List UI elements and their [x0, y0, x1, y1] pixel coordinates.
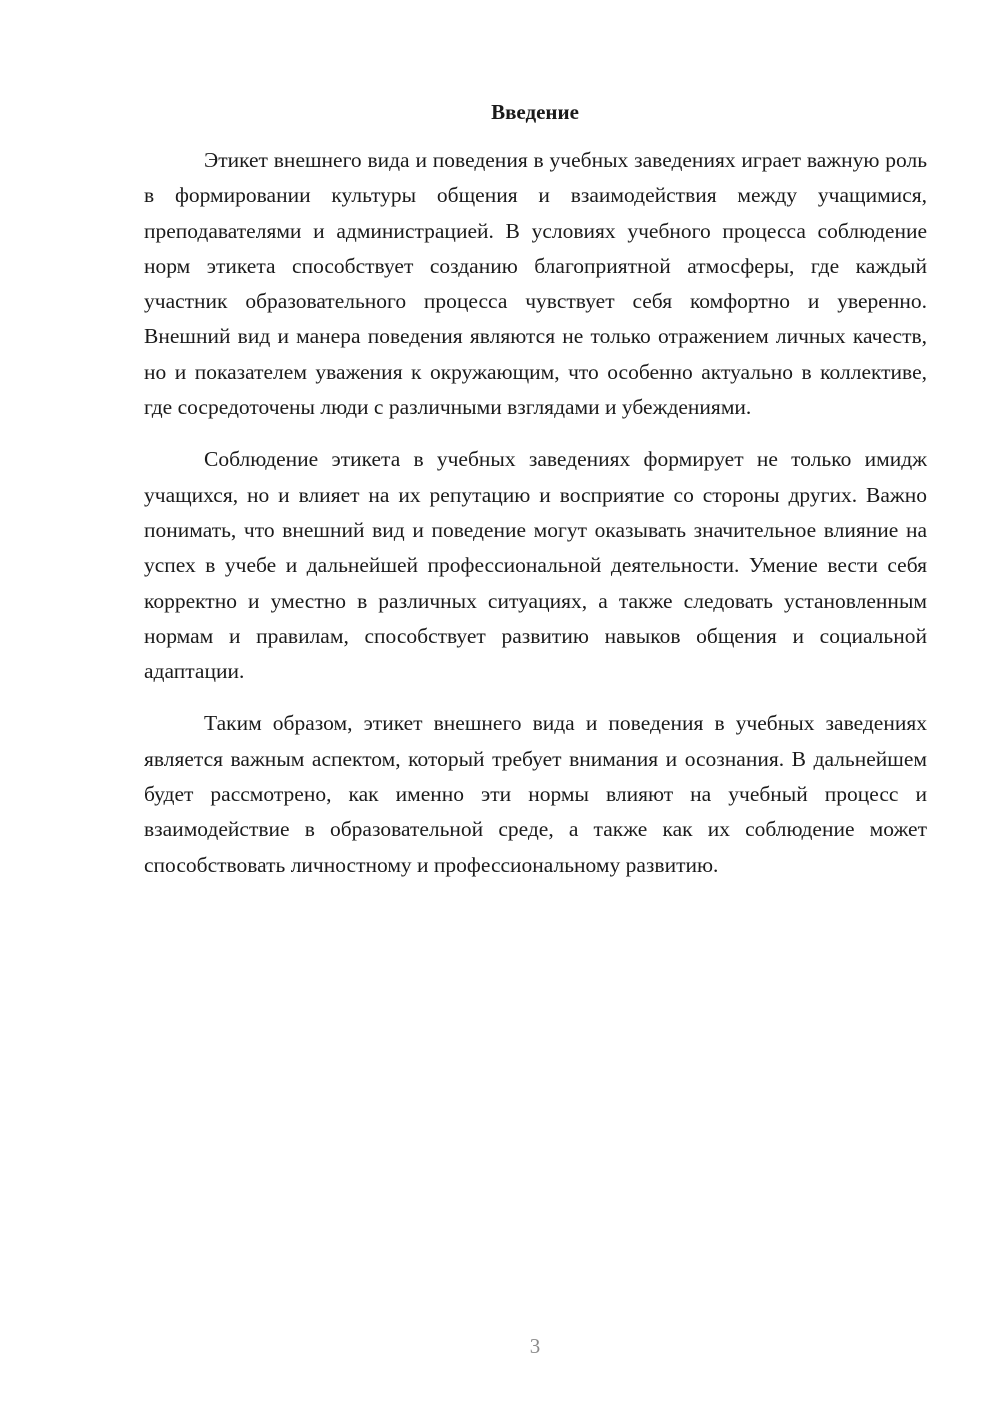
section-heading: Введение: [491, 100, 579, 124]
paragraph-2: Соблюдение этикета в учебных заведениях формирует не только имидж учащихся, но и влияет на их репутацию и восприятие со стороны других. Важно понимать, что внешний вид и поведение могут оказывать значительное влияние на успех в учебе и дальнейшей профессиональной деятельности. Умение вести себя корректно и уместно в различных ситуациях, а также следовать установленным нормам и правилам, способствует развитию навыков общения и социальной адаптации.: [144, 447, 927, 684]
page-number: 3: [529, 1334, 541, 1358]
paragraph-3: Таким образом, этикет внешнего вида и поведения в учебных заведениях является важным аспектом, который требует внимания и осознания. В дальнейшем будет рассмотрено, как именно эти нормы влияют на учебный процесс и взаимодействие в образовательной среде, а также как их соблюдение может способствовать личностному и профессиональному развитию.: [144, 711, 927, 877]
paragraph-1: Этикет внешнего вида и поведения в учебных заведениях играет важную роль в формировании культуры общения и взаимодействия между учащимися, преподавателями и администрацией. В условиях учебного процесса соблюдение норм этикета способствует созданию благоприятной атмосферы, где каждый участник образовательного процесса чувствует себя комфортно и уверенно. Внешний вид и манера поведения являются не только отражением личных качеств, но и показателем уважения к окружающим, что особенно актуально в коллективе, где сосредоточены люди с различными взглядами и убеждениями.: [144, 148, 927, 420]
body-text: [144, 143, 927, 900]
